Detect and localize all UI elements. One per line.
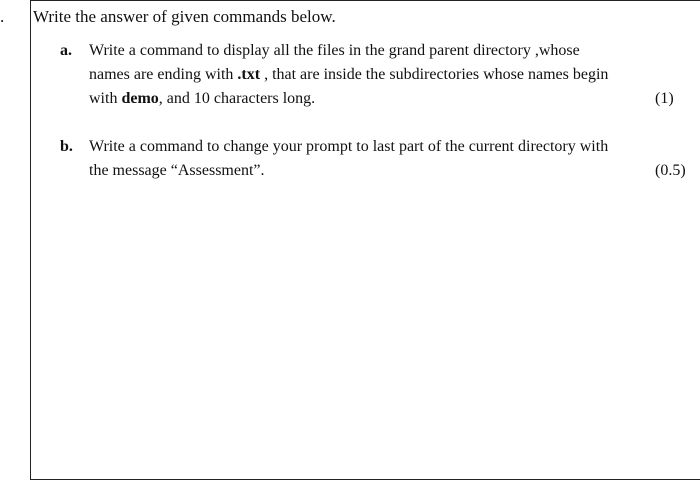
part-a-line-2 xyxy=(89,64,608,86)
part-b-marker: b. xyxy=(60,138,73,155)
txt-extension: .txt xyxy=(237,66,261,83)
part-a-marker: a. xyxy=(60,42,72,59)
question-title: Write the answer of given commands below. xyxy=(33,7,336,26)
part-a-line-3 xyxy=(89,88,315,110)
question-number: . xyxy=(0,7,5,26)
part-a-line-2-post: , that are inside the subdirectories whose names begin xyxy=(260,66,609,83)
part-a-line-3-pre: with xyxy=(89,90,122,107)
part-b-marks: (0.5) xyxy=(655,162,686,179)
demo-keyword: demo xyxy=(121,90,159,107)
part-b-line-2: the message “Assessment”. xyxy=(89,162,265,179)
part-b-line-1: Write a command to change your prompt to last part of the current directory with xyxy=(89,138,609,155)
part-a-marks: (1) xyxy=(655,90,674,107)
part-a-line-1: Write a command to display all the files in the grand parent directory ,whose xyxy=(89,42,580,59)
part-a-line-3-post: , and 10 characters long. xyxy=(158,90,316,107)
part-a-line-2-pre: names are ending with xyxy=(89,66,238,83)
